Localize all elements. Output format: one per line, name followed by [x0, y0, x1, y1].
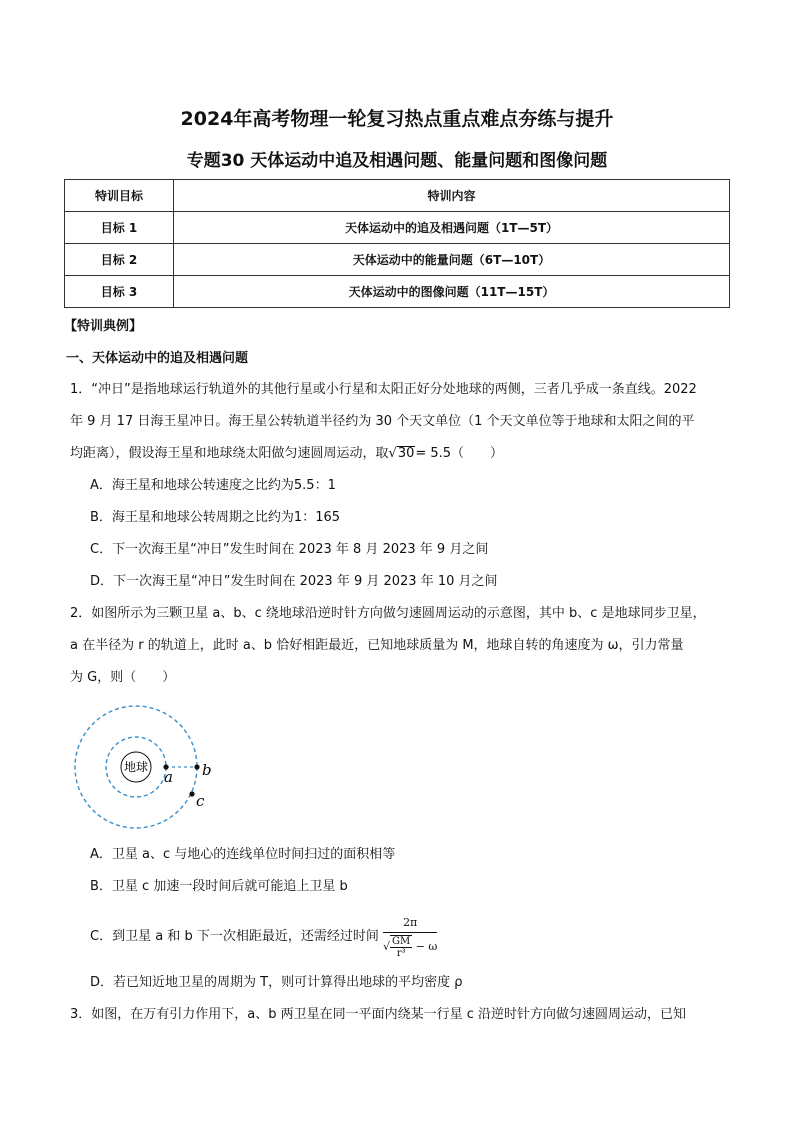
sqrt-inner-fraction [390, 935, 412, 959]
sqrt-symbol: √ [388, 446, 397, 461]
table-cell: 天体运动中的追及相遇问题（1T—5T） [174, 212, 730, 244]
label-b: b [202, 761, 212, 779]
page-subtitle: 专题30 天体运动中追及相遇问题、能量问题和图像问题 [186, 151, 608, 171]
table-cell: 目标 2 [65, 244, 174, 276]
q2-option-b: B．卫星 c 加速一段时间后就可能追上卫星 b [90, 879, 348, 894]
q2-line3: 为 G，则（ ） [70, 670, 176, 685]
q3-line1: 3．如图，在万有引力作用下，a、b 两卫星在同一平面内绕某一行星 c 沿逆时针方向做匀速圆周运动，已知 [70, 1007, 687, 1022]
table-cell: 目标 3 [65, 276, 174, 308]
q1-option-d: D．下一次海王星“冲日”发生时间在 2023 年 9 月 2023 年 10 月之间 [90, 574, 498, 589]
table-cell: 目标 1 [65, 212, 174, 244]
q1-option-c: C．下一次海王星“冲日”发生时间在 2023 年 8 月 2023 年 9 月之间 [90, 542, 489, 557]
goals-table [64, 179, 730, 308]
label-c: c [196, 792, 205, 810]
table-header-row [65, 180, 730, 212]
q2-line2: a 在半径为 r 的轨道上，此时 a、b 恰好相距最近，已知地球质量为 M，地球自转的角速度为 ω，引力常量 [70, 638, 684, 653]
section-label: 【特训典例】 [64, 319, 143, 334]
sqrt-argument: 30 [397, 446, 415, 461]
satellite-b [194, 764, 199, 769]
inner-denominator: r³ [396, 947, 406, 959]
q1-line3-pre: 均距离），假设海王星和地球绕太阳做匀速圆周运动，取 [70, 446, 389, 461]
table-header-cell: 特训目标 [65, 180, 174, 212]
q2-option-c [90, 912, 437, 962]
sqrt-symbol: √ [382, 939, 390, 953]
page-title: 2024年高考物理一轮复习热点重点难点夯练与提升 [180, 108, 614, 130]
label-a: a [164, 768, 173, 786]
q1-option-b: B．海王星和地球公转周期之比约为1：165 [90, 510, 341, 525]
fraction-tail: − ω [415, 939, 438, 953]
orbit-diagram [70, 700, 240, 840]
q1-line1: 1．“冲日”是指地球运行轨道外的其他行星或小行星和太阳正好分处地球的两侧，三者几乎成一条直线。2022 [70, 382, 697, 397]
fraction-denominator [383, 933, 437, 959]
table-cell: 天体运动中的图像问题（11T—15T） [174, 276, 730, 308]
q2-option-c-text: C．到卫星 a 和 b 下一次相距最近，还需经过时间 [90, 929, 379, 944]
q1-line2: 年 9 月 17 日海王星冲日。海王星公转轨道半径约为 30 个天文单位（1 个天文单位等于地球和太阳之间的平 [70, 414, 695, 429]
table-row [65, 276, 730, 308]
table-header-cell: 特训内容 [174, 180, 730, 212]
earth-label: 地球 [123, 760, 149, 774]
q1-option-a: A．海王星和地球公转速度之比约为5.5：1 [90, 478, 336, 493]
q1-line3-post: = 5.5（ ） [415, 446, 504, 461]
table-row [65, 244, 730, 276]
section-title: 一、天体运动中的追及相遇问题 [66, 351, 249, 366]
table-cell: 天体运动中的能量问题（6T—10T） [174, 244, 730, 276]
satellite-c [189, 791, 194, 796]
q2-option-d: D．若已知近地卫星的周期为 T，则可计算得出地球的平均密度 ρ [90, 975, 463, 990]
time-fraction [383, 915, 437, 959]
q1-line3 [70, 445, 503, 463]
q2-option-a: A．卫星 a、c 与地心的连线单位时间扫过的面积相等 [90, 847, 396, 862]
table-row [65, 212, 730, 244]
q2-line1: 2．如图所示为三颗卫星 a、b、c 绕地球沿逆时针方向做匀速圆周运动的示意图，其中 b、c 是地球同步卫星， [70, 606, 706, 621]
inner-numerator: GM [391, 935, 411, 947]
fraction-numerator: 2π [383, 915, 437, 933]
